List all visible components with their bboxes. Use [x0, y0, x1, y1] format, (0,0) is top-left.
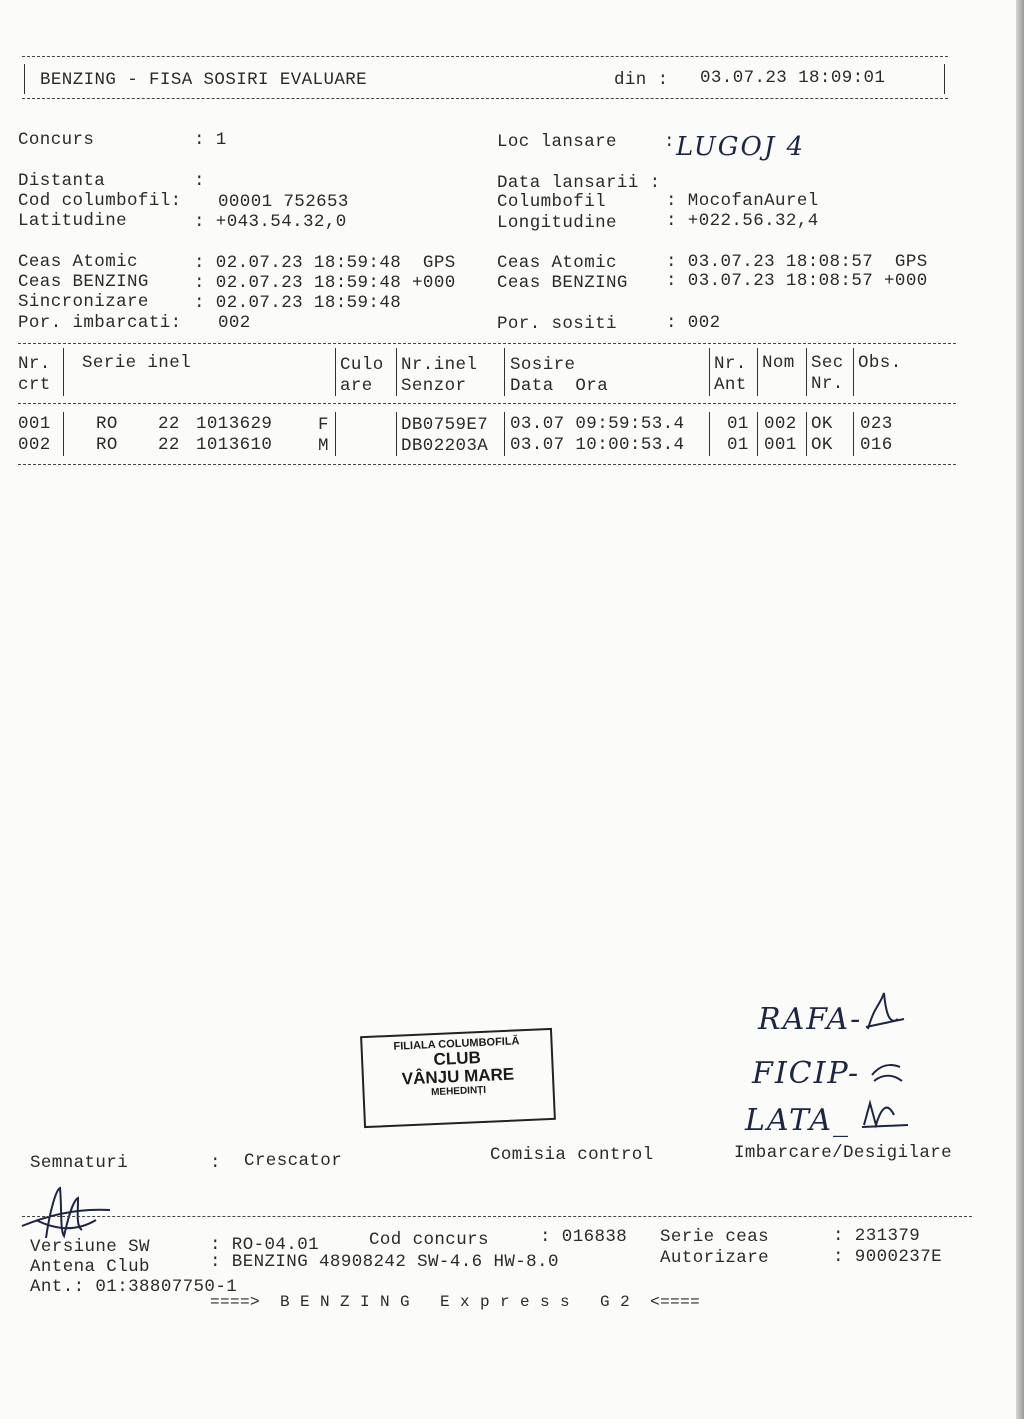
ceas-benzing-label-right: Ceas BENZING	[497, 273, 628, 293]
longitudine-label: Longitudine	[497, 213, 617, 233]
header-top-border	[22, 56, 948, 57]
stamp-line-4: MEHEDINȚI	[430, 1084, 487, 1099]
crescator-label: Crescator	[244, 1151, 343, 1171]
cod-concurs-value: : 016838	[540, 1227, 628, 1247]
cod-concurs-label: Cod concurs	[369, 1230, 489, 1250]
handwritten-ficip: FICIP-	[752, 1056, 861, 1091]
columbofil-label: Columbofil	[497, 192, 607, 212]
header-senzor: Senzor	[401, 376, 467, 396]
serie-ceas-value: : 231379	[833, 1226, 921, 1246]
distanta-value: :	[194, 171, 205, 191]
handwritten-rafa: RAFA-	[758, 1002, 863, 1037]
header-ant: Ant	[714, 375, 747, 395]
stamp-line-2: CLUB	[433, 1047, 482, 1070]
col-sep	[504, 412, 505, 456]
loc-lansare-colon: :	[664, 132, 675, 152]
antena-club-value: : BENZING 48908242 SW-4.6 HW-8.0	[210, 1252, 559, 1272]
por-sositi-label: Por. sositi	[497, 314, 617, 334]
ceas-benzing-launch: : 02.07.23 18:59:48 +000	[194, 273, 456, 293]
cell-obs: 023	[860, 414, 893, 434]
loc-lansare-label: Loc lansare	[497, 132, 617, 152]
stamp-line-1: FILIALA COLUMBOFILĂ	[393, 1035, 520, 1053]
cell-sec: OK	[811, 414, 833, 434]
cell-tara: RO	[96, 435, 118, 455]
col-sep	[396, 348, 397, 396]
din-label: din :	[614, 70, 669, 90]
ceas-atomic-label-right: Ceas Atomic	[497, 253, 617, 273]
cell-sex: M	[318, 436, 329, 456]
header-nom: Nom	[762, 353, 795, 373]
sincronizare-value: : 02.07.23 18:59:48	[194, 293, 402, 313]
semnaturi-label: Semnaturi	[30, 1153, 129, 1173]
ceas-atomic-label: Ceas Atomic	[18, 252, 138, 272]
versiune-sw-value: : RO-04.01	[210, 1235, 320, 1255]
header-serie-inel: Serie inel	[82, 353, 192, 373]
cell-ant: 01	[727, 435, 749, 455]
concurs-label: Concurs	[18, 130, 95, 150]
cell-nom: 002	[764, 414, 797, 434]
imbarcare-desigilare-label: Imbarcare/Desigilare	[734, 1143, 953, 1163]
col-sep	[757, 412, 758, 456]
header-right-border	[944, 64, 945, 94]
por-imbarcati-label: Por. imbarcati:	[18, 313, 182, 333]
cell-obs: 016	[860, 435, 893, 455]
header-culoare-1: Culo	[340, 355, 384, 375]
antena-club-label: Antena Club	[30, 1257, 150, 1277]
col-sep	[757, 348, 758, 396]
cell-senzor: DB0759E7	[401, 415, 489, 435]
header-left-border	[24, 64, 25, 94]
signature-scribbles	[860, 985, 920, 1135]
ant-line: Ant.: 01:38807750-1	[30, 1277, 238, 1297]
col-sep	[63, 348, 64, 396]
header-nr-inel: Nr.inel	[401, 355, 478, 375]
cell-inel: 1013610	[196, 435, 273, 455]
ceas-benzing-label: Ceas BENZING	[18, 272, 149, 292]
col-sep	[504, 348, 505, 396]
table-bottom-border	[18, 464, 956, 465]
cell-nr: 002	[18, 435, 51, 455]
col-sep	[396, 412, 397, 456]
ceas-benzing-arrival: : 03.07.23 18:08:57 +000	[666, 271, 928, 291]
distanta-label: Distanta	[18, 171, 106, 191]
serie-ceas-label: Serie ceas	[660, 1227, 770, 1247]
header-nr-ant: Nr.	[714, 354, 747, 374]
cell-tara: RO	[96, 414, 118, 434]
versiune-sw-label: Versiune SW	[30, 1237, 150, 1257]
header-nr: Nr.	[18, 354, 51, 374]
handwritten-lata: LATA_	[745, 1103, 850, 1138]
cell-nom: 001	[764, 435, 797, 455]
por-imbarcati-value: 002	[218, 313, 251, 333]
data-lansarii-label: Data lansarii :	[497, 173, 661, 193]
cell-sex: F	[318, 415, 329, 435]
header-sec-nr: Nr.	[811, 374, 844, 394]
col-sep	[806, 348, 807, 396]
cod-columbofil-value: 00001 752653	[218, 192, 349, 212]
header-data-ora: Data Ora	[510, 376, 609, 396]
table-top-border	[18, 343, 956, 344]
autorizare-label: Autorizare	[660, 1248, 770, 1268]
col-sep	[63, 412, 64, 456]
header-bottom-border	[22, 98, 948, 99]
cell-sec: OK	[811, 435, 833, 455]
header-culoare-2: are	[340, 376, 373, 396]
col-sep	[335, 412, 336, 456]
cell-sosire: 03.07 10:00:53.4	[510, 435, 685, 455]
autorizare-value: : 9000237E	[833, 1247, 943, 1267]
cell-ant: 01	[727, 414, 749, 434]
club-stamp	[360, 1028, 556, 1128]
paper-edge-shadow	[1016, 0, 1024, 1419]
semnaturi-colon: :	[210, 1153, 221, 1173]
header-sosire: Sosire	[510, 355, 576, 375]
benzing-express-banner: ====> B E N Z I N G E x p r e s s G 2 <====	[210, 1293, 701, 1311]
sincronizare-label: Sincronizare	[18, 292, 149, 312]
footer-border	[22, 1216, 972, 1217]
col-sep	[709, 412, 710, 456]
columbofil-value: : MocofanAurel	[666, 191, 819, 211]
col-sep	[853, 348, 854, 396]
latitudine-label: Latitudine	[18, 211, 128, 231]
col-sep	[806, 412, 807, 456]
latitudine-value: : +043.54.32,0	[194, 212, 347, 232]
cod-columbofil-label: Cod columbofil:	[18, 191, 182, 211]
document-title: BENZING - FISA SOSIRI EVALUARE	[40, 70, 368, 90]
por-sositi-value: : 002	[666, 313, 721, 333]
cell-an: 22	[158, 435, 180, 455]
header-sec: Sec	[811, 353, 844, 373]
din-value: 03.07.23 18:09:01	[700, 68, 886, 88]
cell-nr: 001	[18, 414, 51, 434]
header-obs: Obs.	[858, 353, 902, 373]
ceas-atomic-arrival: : 03.07.23 18:08:57 GPS	[666, 252, 928, 272]
col-sep	[853, 412, 854, 456]
concurs-value: : 1	[194, 130, 227, 150]
loc-lansare-handwritten: LUGOJ 4	[676, 132, 806, 162]
stamp-line-3: VÂNJU MARE	[401, 1064, 515, 1089]
col-sep	[709, 348, 710, 396]
col-sep	[335, 348, 336, 396]
comisia-control-label: Comisia control	[490, 1145, 654, 1165]
longitudine-value: : +022.56.32,4	[666, 211, 819, 231]
cell-inel: 1013629	[196, 414, 273, 434]
cell-senzor: DB02203A	[401, 436, 489, 456]
header-crt: crt	[18, 375, 51, 395]
table-header-border	[18, 403, 956, 404]
ceas-atomic-launch: : 02.07.23 18:59:48 GPS	[194, 253, 456, 273]
cell-sosire: 03.07 09:59:53.4	[510, 414, 685, 434]
cell-an: 22	[158, 414, 180, 434]
